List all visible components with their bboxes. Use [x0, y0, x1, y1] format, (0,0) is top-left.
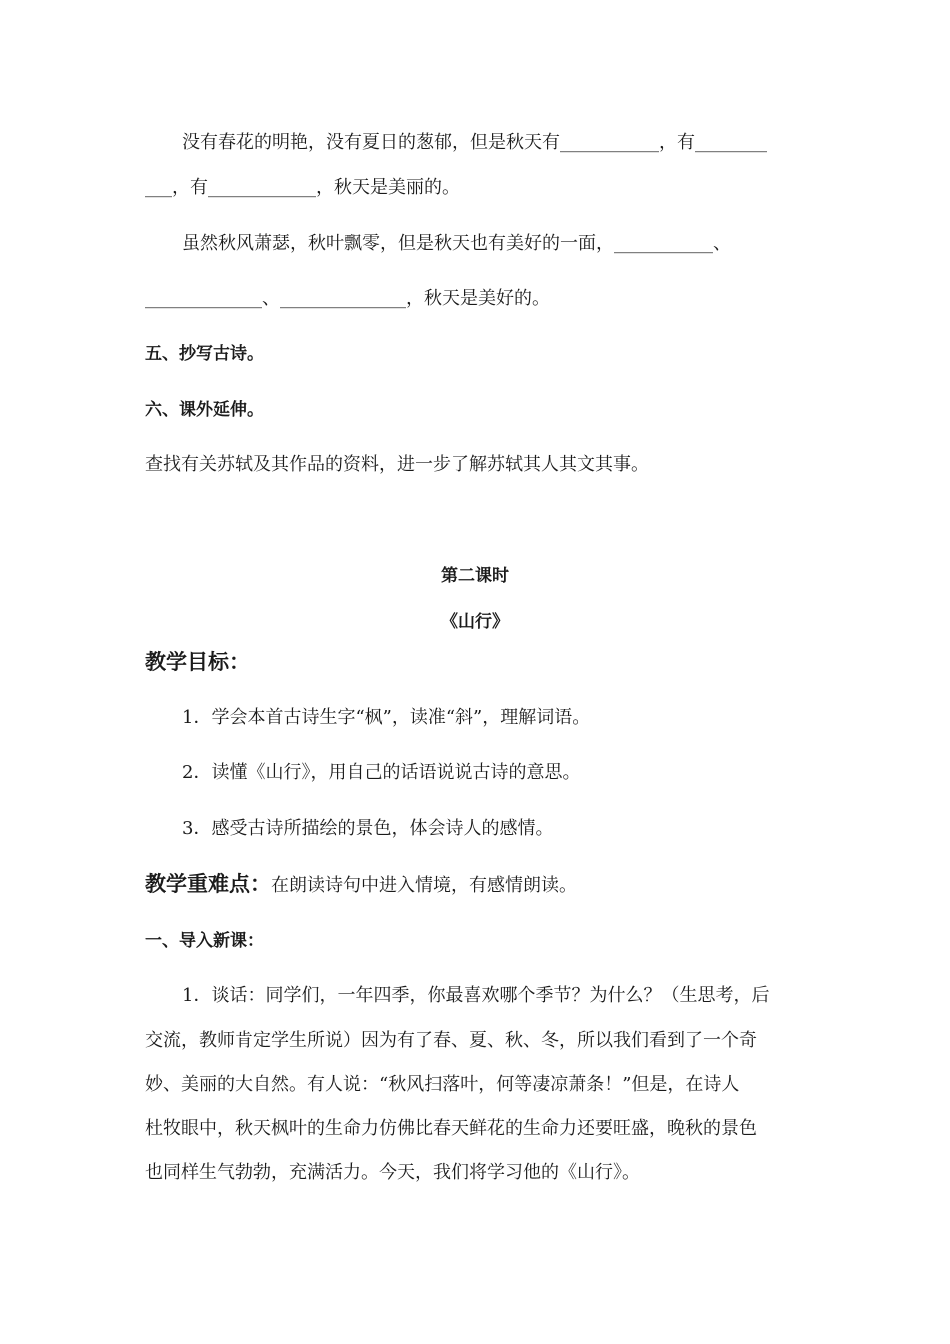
- paragraph-line: 也同样生气勃勃，充满活力。今天，我们将学习他的《山行》。: [145, 1162, 640, 1183]
- paragraph-line: ___，有____________，秋天是美丽的。: [145, 177, 460, 198]
- paragraph-line: 杜牧眼中，秋天枫叶的生命力仿佛比春天鲜花的生命力还要旺盛，晚秋的景色: [145, 1118, 757, 1139]
- keypoints-line: [145, 872, 577, 898]
- poem-title: 《山行》: [441, 612, 509, 632]
- objective-item: 1．学会本首古诗生字“枫”，读准“斜”，理解词语。: [182, 707, 591, 728]
- objective-item: 3．感受古诗所描绘的景色，体会诗人的感情。: [182, 818, 554, 839]
- keypoints-label: 教学重难点：: [145, 872, 271, 896]
- paragraph-line: 1．谈话：同学们，一年四季，你最喜欢哪个季节？为什么？（生思考，后: [182, 985, 770, 1006]
- paragraph-line: 查找有关苏轼及其作品的资料，进一步了解苏轼其人其文其事。: [145, 454, 649, 475]
- paragraph-line: _____________、______________，秋天是美好的。: [145, 288, 550, 309]
- paragraph-line: 虽然秋风萧瑟，秋叶飘零，但是秋天也有美好的一面，___________、: [182, 233, 731, 254]
- paragraph-line: 没有春花的明艳，没有夏日的葱郁，但是秋天有___________，有________: [182, 132, 767, 153]
- section-heading: 六、课外延伸。: [145, 400, 264, 420]
- paragraph-line: 交流，教师肯定学生所说）因为有了春、夏、秋、冬，所以我们看到了一个奇: [145, 1030, 757, 1051]
- objective-item: 2．读懂《山行》，用自己的话语说说古诗的意思。: [182, 762, 581, 783]
- section-heading: 五、抄写古诗。: [145, 344, 264, 364]
- section-heading: 一、导入新课：: [145, 931, 264, 951]
- lesson-title: 第二课时: [441, 566, 509, 586]
- keypoints-text: 在朗读诗句中进入情境，有感情朗读。: [271, 875, 577, 896]
- paragraph-line: 妙、美丽的大自然。有人说：“秋风扫落叶，何等凄凉萧条！”但是，在诗人: [145, 1074, 740, 1095]
- objectives-heading: 教学目标：: [145, 650, 250, 674]
